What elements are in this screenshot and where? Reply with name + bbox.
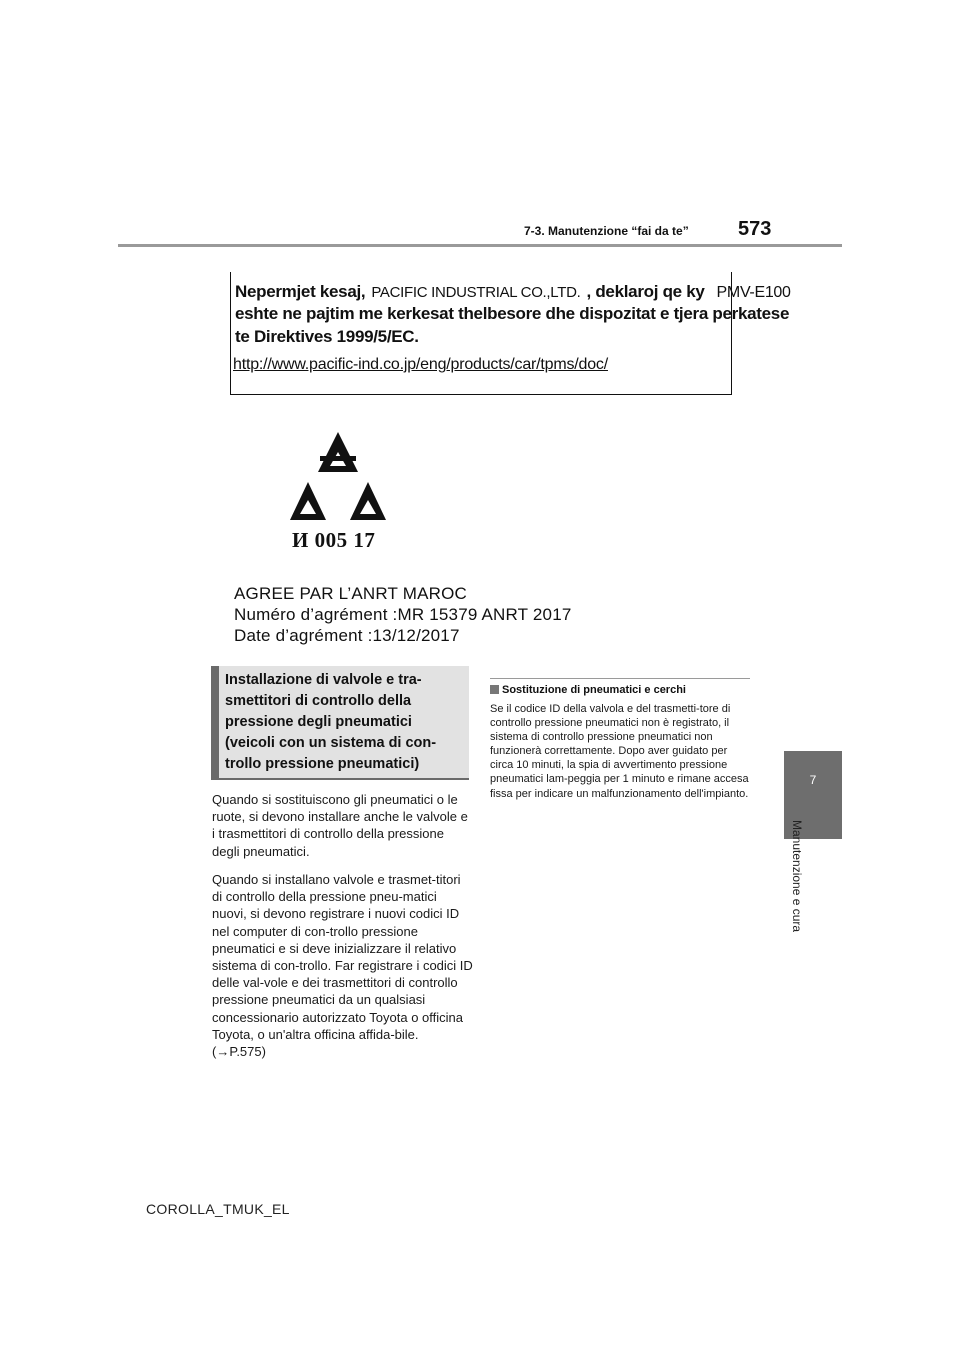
chapter-tab-number: 7 — [809, 773, 817, 787]
maroc-approval-line-2: Numéro d’agrément :MR 15379 ANRT 2017 — [234, 605, 572, 624]
footer-manual-code: COROLLA_TMUK_EL — [146, 1201, 290, 1217]
subsection-paragraph: Se il codice ID della valvola e del trasmetti-tore di controllo pressione pneumatici non è registrato, il sistema di controllo pressione pneumatici non funzionerà correttamente. Dopo aver guidato per circa 10 minuti, la spia di avvertimento pressione pneumatici lam-peggia per 1 minuto e rimane accesa fissa per indicare un malfunzionamento dell'impianto. — [490, 703, 749, 800]
maroc-approval-line-3: Date d’agrément :13/12/2017 — [234, 626, 460, 645]
section-heading: Installazione di valvole e tra-smettitori di controllo della pressione degli pneumatici (veicoli con un sistema di con-trollo pressione pneumatici) — [225, 672, 437, 772]
page-number: 573 — [738, 218, 772, 240]
subsection-heading-text: Sostituzione di pneumatici e cerchi — [502, 684, 686, 696]
chapter-label: Manutenzione e cura — [790, 820, 804, 933]
maroc-approval-line-1: AGREE PAR L’ANRT MAROC — [234, 584, 468, 603]
declaration-line-2: eshte ne pajtim me kerkesat thelbesore dhe dispozitat e tjera perkatese — [235, 304, 790, 323]
body-paragraph-2: Quando si installano valvole e trasmet-titori di controllo della pressione pneu-matici nuovi, si devono registrare i nuovi codici ID nel computer di con-trollo pressione pneumatici e si deve inizializzare il relativo sistema di con-trollo. Far registrare i codici ID delle val-vole e dei trasmettitori di controllo pressione pneumatici da un qualsiasi concessionario autorizzato Toyota o officina Toyota, o un'altra officina affida-bile. (→P.575) — [212, 872, 473, 1060]
subsection-heading — [490, 684, 686, 696]
subsection-rule — [490, 678, 750, 679]
square-bullet-icon — [490, 685, 499, 694]
declaration-box — [230, 272, 791, 395]
approval-code: И 005 17 — [292, 528, 376, 552]
section-heading-box — [211, 666, 469, 780]
declaration-middle: , deklaroj qe ky — [586, 282, 705, 301]
declaration-prefix: Nepermjet kesaj, — [235, 282, 366, 301]
declaration-url[interactable]: http://www.pacific-ind.co.jp/eng/products/car/tpms/doc/ — [233, 356, 608, 373]
declaration-line-3: te Direktives 1999/5/EC. — [235, 327, 419, 346]
declaration-model: PMV-E100 — [716, 284, 791, 301]
declaration-line-1 — [235, 282, 791, 302]
header-rule — [118, 244, 842, 247]
section-title: 7-3. Manutenzione “fai da te” — [524, 224, 689, 238]
body-paragraph-1: Quando si sostituiscono gli pneumatici o le ruote, si devono installare anche le valvole e i trasmettitori di controllo della pressione degli pneumatici. — [212, 792, 468, 859]
approval-triangle-mark-icon — [288, 430, 388, 522]
declaration-company: PACIFIC INDUSTRIAL CO.,LTD. — [371, 284, 581, 301]
